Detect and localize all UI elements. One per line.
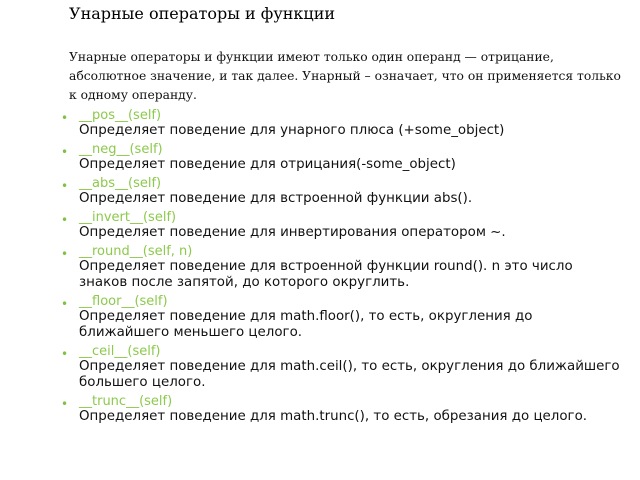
- list-item: [61, 210, 621, 241]
- bullet-icon: •: [61, 145, 69, 159]
- bullet-icon: •: [61, 179, 69, 193]
- method-description: Определяет поведение для отрицания(-some_object): [79, 157, 456, 172]
- method-description: Определяет поведение для math.ceil(), то есть, округления до ближайшего большего целого.: [79, 359, 620, 390]
- list-item: [61, 344, 621, 391]
- method-signature: __trunc__(self): [79, 394, 173, 409]
- list-item: [61, 244, 621, 291]
- bullet-icon: •: [61, 347, 69, 361]
- bullet-icon: •: [61, 111, 69, 125]
- method-signature: __neg__(self): [79, 142, 163, 157]
- bullet-icon: •: [61, 297, 69, 311]
- list-item: [61, 142, 621, 173]
- method-description: Определяет поведение для инвертирования оператором ~.: [79, 225, 506, 240]
- method-signature: __pos__(self): [79, 108, 162, 123]
- list-item: [61, 108, 621, 139]
- method-list: [61, 108, 621, 428]
- method-description: Определяет поведение для встроенной функции round(). n это число знаков после запятой, до которого округлить.: [79, 259, 573, 290]
- method-signature: __invert__(self): [79, 210, 177, 225]
- method-signature: __floor__(self): [79, 294, 168, 309]
- bullet-icon: •: [61, 247, 69, 261]
- list-item: [61, 176, 621, 207]
- slide-title: Унарные операторы и функции: [69, 4, 336, 23]
- bullet-icon: •: [61, 397, 69, 411]
- method-signature: __ceil__(self): [79, 344, 161, 359]
- bullet-icon: •: [61, 213, 69, 227]
- list-item: [61, 394, 621, 425]
- method-description: Определяет поведение для унарного плюса (+some_object): [79, 123, 505, 138]
- method-description: Определяет поведение для math.trunc(), то есть, обрезания до целого.: [79, 409, 588, 424]
- method-signature: __abs__(self): [79, 176, 162, 191]
- method-description: Определяет поведение для math.floor(), то есть, округления до ближайшего меньшего целого.: [79, 309, 533, 340]
- intro-paragraph: Унарные операторы и функции имеют только один операнд — отрицание, абсолютное значение, и так далее. Унарный – означает, что он применяется только к одному операнду.: [69, 50, 621, 102]
- list-item: [61, 294, 621, 341]
- method-signature: __round__(self, n): [79, 244, 193, 259]
- method-description: Определяет поведение для встроенной функции abs().: [79, 191, 473, 206]
